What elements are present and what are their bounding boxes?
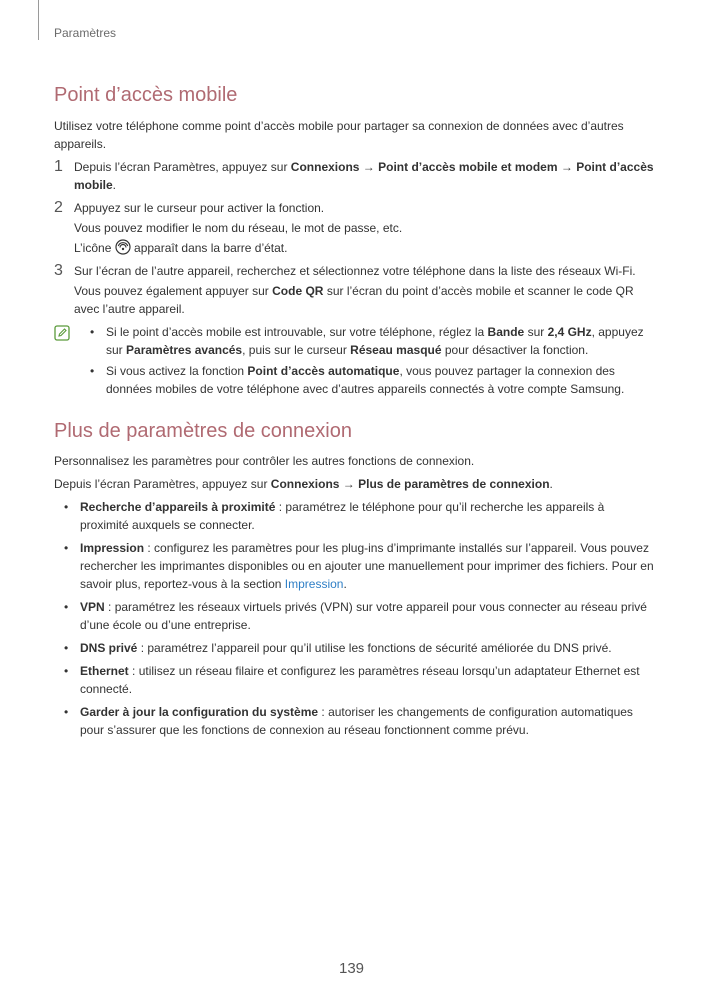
step-text: L’icône apparaît dans la barre d’état. xyxy=(74,241,288,255)
list-item: • Recherche d’appareils à proximité : paramétrez le téléphone pour qu’il recherche les appareils à proximité auxquels se connecter. xyxy=(54,498,654,534)
note-pencil-icon xyxy=(54,325,70,341)
step-text: Vous pouvez également appuyer sur Code QR sur l’écran du point d’accès mobile et scanner le code QR avec l’autre appareil. xyxy=(74,284,634,316)
section-intro: Personnalisez les paramètres pour contrôler les autres fonctions de connexion. xyxy=(54,454,475,468)
step-number: 3 xyxy=(54,262,63,279)
section-instruction: Depuis l’écran Paramètres, appuyez sur Connexions → Plus de paramètres de connexion. xyxy=(54,477,553,491)
impression-link[interactable]: Impression xyxy=(284,577,344,591)
section-intro: Utilisez votre téléphone comme point d’accès mobile pour partager sa connexion de données avec d’autres appareils. xyxy=(54,119,624,151)
step-text: Vous pouvez modifier le nom du réseau, le mot de passe, etc. xyxy=(74,221,403,235)
list-item: • Ethernet : utilisez un réseau filaire et configurez les paramètres réseau lorsqu’un adaptateur Ethernet est connecté. xyxy=(54,662,654,698)
step-2 xyxy=(54,199,654,257)
list-item: • VPN : paramétrez les réseaux virtuels privés (VPN) sur votre appareil pour vous connecter au réseau privé d’une école ou d’une entreprise. xyxy=(54,598,654,634)
note-item: • Si le point d’accès mobile est introuvable, sur votre téléphone, réglez la Bande sur 2,4 GHz, appuyez sur Paramètres avancés, puis sur le curseur Réseau masqué pour désactiver la fonction. xyxy=(106,323,654,359)
step-number: 1 xyxy=(54,158,63,175)
step-text: Depuis l’écran Paramètres, appuyez sur Connexions → Point d’accès mobile et modem → Point d’accès mobile. xyxy=(74,160,654,192)
hotspot-icon xyxy=(115,239,131,255)
note-box xyxy=(54,323,654,398)
step-text: Appuyez sur le curseur pour activer la fonction. xyxy=(74,201,325,215)
page-number: 139 xyxy=(338,960,365,977)
header-rule xyxy=(38,0,39,40)
section-title-hotspot: Point d’accès mobile xyxy=(54,84,238,106)
step-text: Sur l’écran de l’autre appareil, recherchez et sélectionnez votre téléphone dans la liste des réseaux Wi-Fi. xyxy=(74,264,636,278)
step-1 xyxy=(54,158,654,194)
list-item: • Impression : configurez les paramètres pour les plug-ins d’imprimante installés sur l’appareil. Vous pouvez rechercher les imprimantes disponibles ou en ajouter une manuellement pour imprimer des fichiers. Pour en savoir plus, reportez-vous à la section Impression. xyxy=(54,539,654,593)
note-item: • Si vous activez la fonction Point d’accès automatique, vous pouvez partager la connexion des données mobiles de votre téléphone avec d’autres appareils connectés à votre compte Samsung. xyxy=(106,362,654,398)
list-item: • DNS privé : paramétrez l’appareil pour qu’il utilise les fonctions de sécurité améliorée du DNS privé. xyxy=(54,639,654,657)
step-3 xyxy=(54,262,654,318)
settings-list xyxy=(54,498,654,739)
step-number: 2 xyxy=(54,199,63,216)
page-content xyxy=(54,80,654,744)
list-item: • Garder à jour la configuration du système : autoriser les changements de configuration automatiques pour s’assurer que les fonctions de connexion au réseau fonctionnent comme prévu. xyxy=(54,703,654,739)
section-title-more-settings: Plus de paramètres de connexion xyxy=(54,420,352,442)
running-header: Paramètres xyxy=(54,26,117,40)
